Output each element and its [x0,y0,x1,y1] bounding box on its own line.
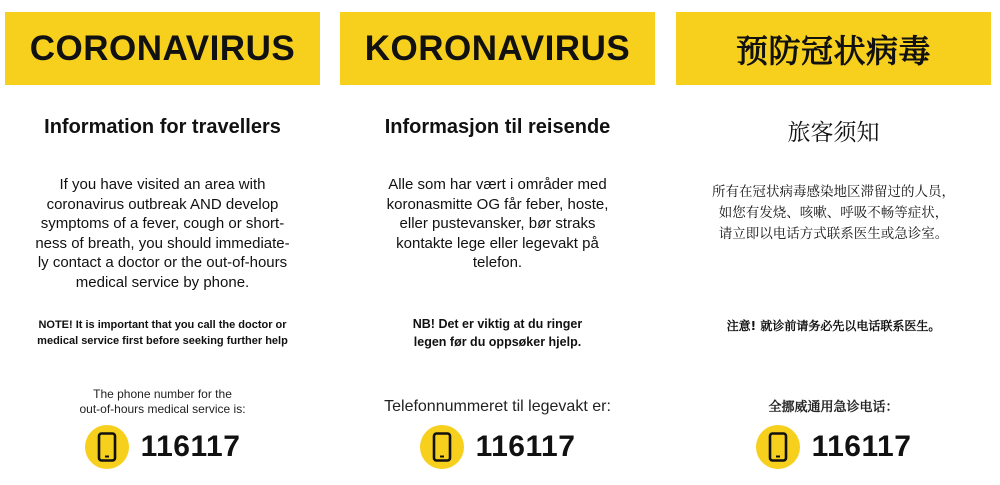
note-line: NB! Det er viktig at du ringer [412,317,583,331]
banner-title: CORONAVIRUS [29,28,296,68]
phone-number: 116117 [140,430,241,463]
subheading: Informasjon til reisende [384,116,611,138]
body-line: 请立即以电话方式联系医生或急诊室。 [718,226,949,242]
phone-number: 116117 [811,430,912,463]
body-line: 如您有发烧、咳嗽、呼吸不畅等症状， [718,205,949,221]
note-line: 注意! 就诊前请务必先以电话联系医生。 [726,319,941,333]
title-banner [676,12,991,85]
body-line: medical service by phone. [75,273,250,291]
phone-label-line: out-of-hours medical service is: [79,402,246,416]
note-text [5,317,320,349]
note-line: NOTE! It is important that you call the doctor or [38,319,287,331]
phone-number: 116117 [475,430,576,463]
body-line: coronavirus outbreak AND develop [46,195,279,213]
body-line: If you have visited an area with [59,176,266,193]
body-line: ly contact a doctor or the out-of-hours [37,254,288,271]
body-line: koronasmitte OG får feber, hoste, [386,195,609,213]
phone-icon [756,425,800,469]
phone-row [676,425,991,469]
phone-icon [85,425,129,469]
english-column [5,12,320,482]
subheading: Information for travellers [44,116,281,138]
body-line: kontakte lege eller legevakt på [396,234,599,252]
phone-label-line: 全挪威通用急诊电话： [768,400,899,415]
title-banner [340,12,655,85]
phone-label [340,397,655,417]
banner-title: KORONAVIRUS [364,28,631,68]
phone-label [676,400,991,415]
phone-icon [420,425,464,469]
subheading: 旅客须知 [787,120,880,146]
note-line: medical service first before seeking further help [37,335,288,347]
chinese-column [676,12,991,482]
phone-row [5,425,320,469]
norwegian-column [340,12,655,482]
note-text [340,315,655,351]
body-line: ness of breath, you should immediate- [35,234,290,252]
body-text [350,175,645,273]
body-text [15,175,310,292]
body-line: telefon. [472,254,523,271]
banner-title: 预防冠状病毒 [735,31,931,70]
phone-row [340,425,655,469]
phone-label-line: The phone number for the [93,387,232,401]
body-line: Alle som har vært i områder med [388,176,607,193]
phone-label-line: Telefonnummeret til legevakt er: [384,398,611,415]
note-text [676,318,991,334]
body-line: 所有在冠状病毒感染地区滞留过的人员， [712,184,955,200]
title-banner [5,12,320,85]
body-line: symptoms of a fever, cough or short- [40,215,285,232]
body-line: eller pustevansker, bør straks [399,215,596,232]
body-text [686,182,981,245]
note-line: legen før du oppsøker hjelp. [413,335,582,349]
phone-label [5,387,320,417]
